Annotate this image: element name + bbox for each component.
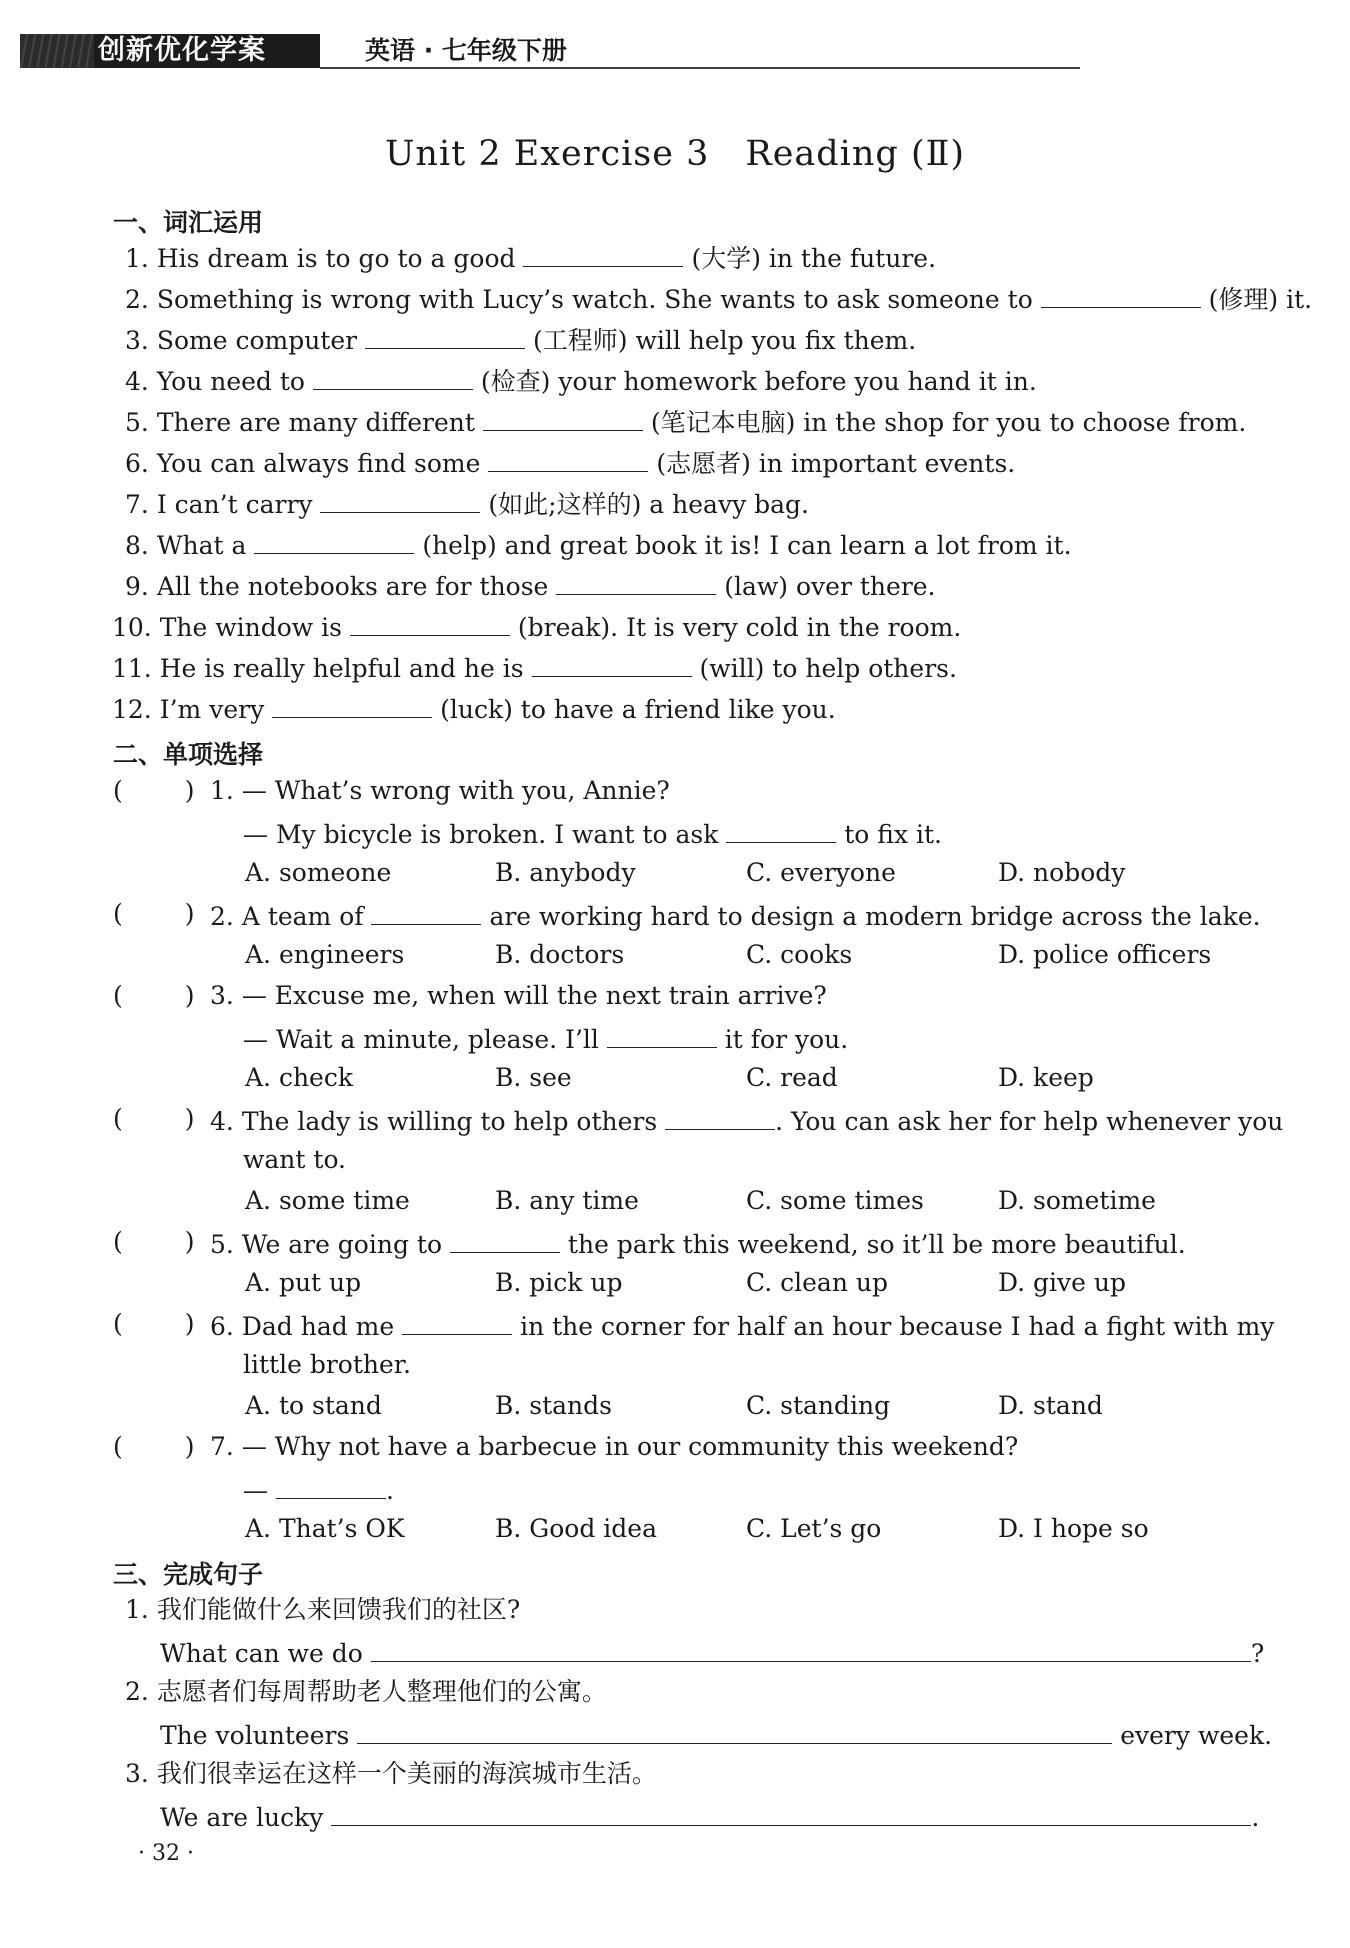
option-a: A. to stand [245,1391,382,1420]
option-d: D. I hope so [998,1514,1149,1543]
answer-blank[interactable] [450,1226,560,1253]
answer-bracket[interactable]: ( ) [113,981,195,1010]
option-d: D. stand [998,1391,1103,1420]
option-b: B. stands [495,1391,612,1420]
option-c: C. clean up [746,1268,888,1297]
question-stem: — My bicycle is broken. I want to ask to fix it. [243,816,942,851]
page-number: · 32 · [138,1841,194,1866]
question-stem: 5. We are going to the park this weekend, so it’ll be more beautiful. [210,1226,1186,1261]
vocab-item: 11. He is really helpful and he is (will) to help others. [112,650,957,685]
option-a: A. engineers [245,940,405,969]
option-c: C. some times [746,1186,924,1215]
answer-blank[interactable] [665,1103,775,1130]
option-d: D. keep [998,1063,1094,1092]
option-a: A. put up [245,1268,362,1297]
option-b: B. any time [495,1186,639,1215]
question-stem: 6. Dad had me in the corner for half an hour because I had a fight with my [210,1308,1274,1343]
option-d: D. police officers [998,940,1212,969]
option-c: C. cooks [746,940,853,969]
vocab-item: 12. I’m very (luck) to have a friend like you. [112,691,836,726]
answer-bracket[interactable]: ( ) [113,899,195,928]
option-d: D. give up [998,1268,1127,1297]
answer-bracket[interactable]: ( ) [113,776,195,805]
page-header [20,34,1320,72]
brand-logo [20,34,320,68]
answer-blank[interactable] [523,240,683,267]
answer-blank[interactable] [726,816,836,843]
answer-blank[interactable] [371,898,481,925]
question-stem: 7. — Why not have a barbecue in our community this weekend? [210,1432,1019,1461]
page-title: Unit 2 Exercise 3 Reading (Ⅱ) [384,134,966,174]
answer-bracket[interactable]: ( ) [113,1104,195,1133]
answer-line[interactable] [371,1635,1251,1662]
logo-mark-icon [20,34,94,68]
question-stem-cont: little brother. [243,1350,411,1379]
answer-bracket[interactable]: ( ) [113,1432,195,1461]
answer-blank[interactable] [272,691,432,718]
translation-prompt: 3. 我们很幸运在这样一个美丽的海滨城市生活。 [125,1759,657,1788]
option-c: C. standing [746,1391,891,1420]
section3-heading: 三、完成句子 [113,1560,264,1589]
vocab-item: 3. Some computer (工程师) will help you fix them. [125,322,916,357]
brand-text: 创新优化学案 [98,35,266,66]
vocab-item: 7. I can’t carry (如此;这样的) a heavy bag. [125,486,809,521]
vocab-item: 2. Something is wrong with Lucy’s watch. She wants to ask someone to (修理) it. [125,281,1312,316]
option-a: A. check [245,1063,353,1092]
question-stem: — Wait a minute, please. I’ll it for you. [243,1021,848,1056]
answer-blank[interactable] [276,1472,386,1499]
answer-line[interactable] [357,1717,1112,1744]
option-b: B. Good idea [495,1514,657,1543]
answer-blank[interactable] [556,568,716,595]
question-stem-cont: want to. [243,1145,347,1174]
vocab-item: 9. All the notebooks are for those (law) over there. [125,568,936,603]
vocab-item: 8. What a (help) and great book it is! I can learn a lot from it. [125,527,1072,562]
answer-blank[interactable] [532,650,692,677]
vocab-item: 5. There are many different (笔记本电脑) in the shop for you to choose from. [125,404,1246,439]
answer-blank[interactable] [365,322,525,349]
translation-answer: The volunteers every week. [160,1717,1272,1752]
question-stem: 4. The lady is willing to help others . You can ask her for help whenever you [210,1103,1283,1138]
option-b: B. pick up [495,1268,623,1297]
option-a: A. some time [245,1186,410,1215]
translation-prompt: 1. 我们能做什么来回馈我们的社区? [125,1595,521,1624]
option-b: B. see [495,1063,572,1092]
answer-blank[interactable] [483,404,643,431]
option-a: A. someone [245,858,392,887]
answer-blank[interactable] [254,527,414,554]
answer-blank[interactable] [320,486,480,513]
answer-blank[interactable] [607,1021,717,1048]
subject-title: 英语 · 七年级下册 [365,36,567,65]
option-d: D. sometime [998,1186,1156,1215]
section1-heading: 一、词汇运用 [113,208,264,237]
answer-blank[interactable] [350,609,510,636]
question-stem: — . [243,1472,394,1507]
question-stem: 2. A team of are working hard to design a modern bridge across the lake. [210,898,1261,933]
answer-line[interactable] [331,1799,1251,1826]
header-divider [320,67,1080,69]
answer-blank[interactable] [488,445,648,472]
option-c: C. read [746,1063,838,1092]
option-b: B. doctors [495,940,625,969]
translation-prompt: 2. 志愿者们每周帮助老人整理他们的公寓。 [125,1677,607,1706]
answer-bracket[interactable]: ( ) [113,1227,195,1256]
option-b: B. anybody [495,858,636,887]
option-a: A. That’s OK [245,1514,405,1543]
vocab-item: 6. You can always find some (志愿者) in important events. [125,445,1015,480]
vocab-item: 1. His dream is to go to a good (大学) in the future. [125,240,936,275]
answer-blank[interactable] [1041,281,1201,308]
answer-bracket[interactable]: ( ) [113,1309,195,1338]
translation-answer: What can we do ? [160,1635,1264,1670]
answer-blank[interactable] [402,1308,512,1335]
vocab-item: 4. You need to (检查) your homework before you hand it in. [125,363,1037,398]
option-c: C. Let’s go [746,1514,882,1543]
option-d: D. nobody [998,858,1126,887]
answer-blank[interactable] [313,363,473,390]
question-stem: 1. — What’s wrong with you, Annie? [210,776,670,805]
option-c: C. everyone [746,858,896,887]
question-stem: 3. — Excuse me, when will the next train arrive? [210,981,827,1010]
translation-answer: We are lucky . [160,1799,1259,1834]
vocab-item: 10. The window is (break). It is very cold in the room. [112,609,961,644]
section2-heading: 二、单项选择 [113,740,264,769]
